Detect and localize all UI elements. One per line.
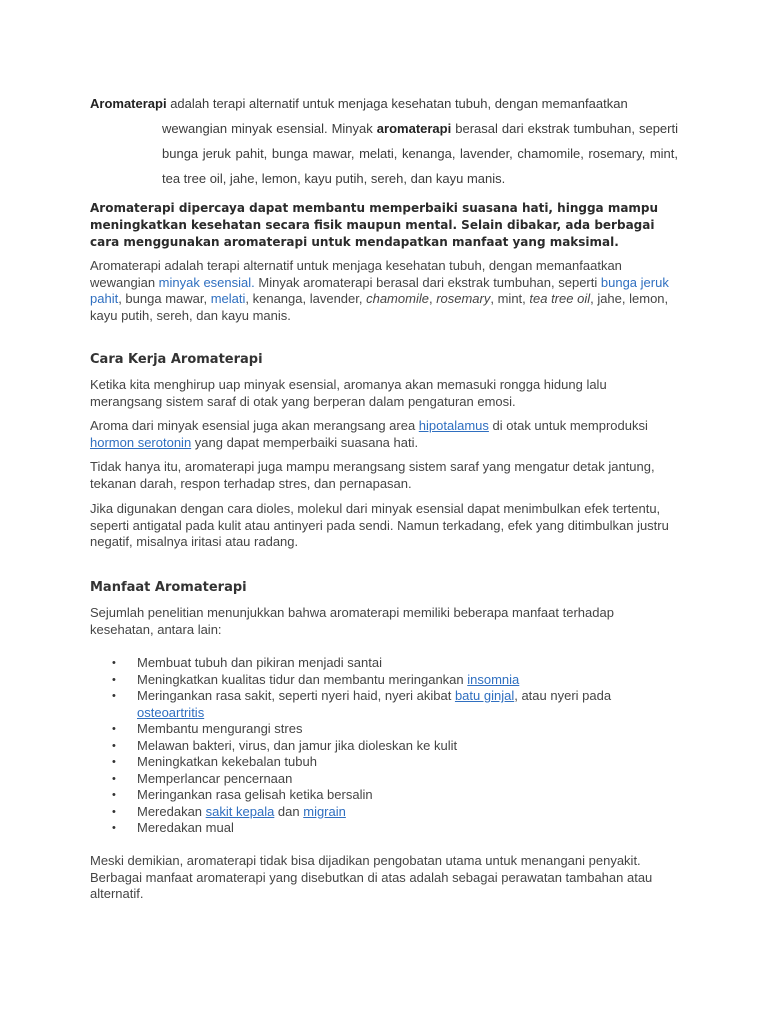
- definition-text: , kenanga, lavender,: [245, 291, 367, 306]
- bullet-icon: •: [112, 673, 116, 686]
- link-migrain[interactable]: migrain: [303, 803, 346, 819]
- bullet-icon: •: [112, 822, 116, 834]
- intro-continuation: [90, 116, 678, 191]
- italic-term: chamomile: [366, 291, 429, 306]
- list-item-text: Meredakan mual: [137, 820, 234, 835]
- bullet-icon: •: [112, 789, 116, 801]
- benefits-intro: Sejumlah penelitian menunjukkan bahwa aromaterapi memiliki beberapa manfaat terhadap kesehatan, antara lain:: [90, 605, 614, 637]
- list-item-text: Meredakan: [137, 803, 206, 819]
- list-item-text: Memperlancar pencernaan: [137, 770, 293, 786]
- paragraph-mechanism-1: Ketika kita menghirup uap minyak esensial, aromanya akan memasuki rongga hidung lalu merangsang sistem saraf di otak yang berperan dalam pengaturan emosi.: [90, 377, 607, 409]
- list-item: [90, 820, 680, 837]
- paragraph-mechanism-3: Tidak hanya itu, aromaterapi juga mampu merangsang sistem saraf yang mengatur detak jantung, tekanan darah, respon terhadap stres, dan pernapasan.: [90, 459, 655, 491]
- list-item: [90, 721, 680, 738]
- list-item-text: dan: [274, 803, 304, 819]
- intro-line-2-text-b: berasal dari ekstrak tumbuhan, seperti bunga jeruk pahit, bunga mawar, melati, kenanga, lavender, chamomile, rosemary, mint, tea tree oil, jahe, lemon, kayu putih, sereh, dan kayu manis.: [162, 121, 678, 186]
- bullet-icon: •: [112, 772, 116, 785]
- link-melati[interactable]: melati: [210, 291, 246, 306]
- definition-text: , mint,: [490, 291, 530, 306]
- link-minyak-esensial[interactable]: minyak esensial.: [158, 274, 255, 290]
- link-insomnia[interactable]: insomnia: [467, 671, 520, 687]
- link-bunga-jeruk-pahit[interactable]: bunga jeruk pahit: [90, 274, 669, 306]
- list-item-text: Membantu mengurangi stres: [137, 721, 303, 736]
- intro-bold-term: aromaterapi: [376, 121, 452, 136]
- list-item-text: Meringankan rasa sakit, seperti nyeri haid, nyeri akibat: [137, 688, 455, 703]
- paragraph-text: di otak untuk memproduksi: [488, 418, 648, 433]
- link-hormon-serotonin[interactable]: hormon serotonin: [90, 434, 192, 450]
- list-item-text: Meringankan rasa gelisah ketika bersalin: [137, 787, 373, 802]
- definition-text: , jahe, lemon, kayu putih, sereh, dan kayu manis.: [90, 291, 669, 323]
- intro-line-1: [90, 91, 678, 116]
- definition-text: Minyak aromaterapi berasal dari ekstrak tumbuhan, seperti: [254, 274, 601, 290]
- list-item: [90, 804, 680, 821]
- link-hipotalamus[interactable]: hipotalamus: [418, 418, 489, 433]
- intro-paragraph: [90, 91, 678, 191]
- definition-text: Aromaterapi adalah terapi alternatif untuk menjaga kesehatan tubuh, dengan memanfaatkan wewangian: [90, 258, 622, 290]
- paragraph-text: Aroma dari minyak esensial juga akan merangsang area: [90, 418, 419, 433]
- link-osteoartritis[interactable]: osteoartritis: [137, 704, 205, 720]
- list-item: [90, 754, 680, 771]
- heading-manfaat: Manfaat Aromaterapi: [90, 580, 247, 595]
- list-item: [90, 771, 680, 788]
- list-item: [90, 787, 680, 804]
- intro-term: Aromaterapi: [90, 96, 167, 111]
- list-item: [90, 672, 680, 689]
- list-item: [90, 688, 680, 721]
- definition-paragraph: [90, 258, 680, 324]
- definition-text: , bunga mawar,: [118, 291, 211, 306]
- intro-line-2-text-a: wewangian minyak esensial. Minyak: [162, 121, 377, 136]
- paragraph-mechanism-2: [90, 418, 680, 451]
- paragraph-text: yang dapat memperbaiki suasana hati.: [191, 434, 419, 450]
- intro-line-1-text: adalah terapi alternatif untuk menjaga kesehatan tubuh, dengan memanfaatkan: [166, 96, 628, 111]
- heading-cara-kerja: Cara Kerja Aromaterapi: [90, 352, 263, 367]
- lead-paragraph: Aromaterapi dipercaya dapat membantu memperbaiki suasana hati, hingga mampu meningkatkan kesehatan secara fisik maupun mental. Selain dibakar, ada berbagai cara menggunakan aromaterapi untuk mendapatkan manfaat yang maksimal.: [90, 201, 659, 249]
- bullet-icon: •: [112, 723, 116, 735]
- definition-text: ,: [428, 291, 437, 306]
- list-item-text: Meningkatkan kualitas tidur dan membantu meringankan: [137, 671, 468, 687]
- bullet-icon: •: [112, 657, 116, 669]
- list-item: [90, 655, 680, 672]
- bullet-icon: •: [112, 739, 116, 752]
- bullet-icon: •: [112, 756, 116, 768]
- bullet-icon: •: [112, 805, 116, 818]
- bullet-icon: •: [112, 690, 116, 702]
- closing-paragraph: Meski demikian, aromaterapi tidak bisa dijadikan pengobatan utama untuk menangani penyakit. Berbagai manfaat aromaterapi yang disebutkan di atas adalah sebagai perawatan tambahan atau alternatif.: [90, 853, 653, 901]
- italic-term: rosemary: [436, 291, 491, 306]
- list-item-text: Membuat tubuh dan pikiran menjadi santai: [137, 655, 382, 670]
- list-item: [90, 738, 680, 755]
- list-item-text: Meningkatkan kekebalan tubuh: [137, 754, 317, 769]
- benefits-list: [90, 655, 680, 837]
- paragraph-mechanism-4: Jika digunakan dengan cara dioles, molekul dari minyak esensial dapat menimbulkan efek tertentu, seperti antigatal pada kulit atau antinyeri pada sendi. Namun terkadang, efek yang ditimbulkan justru negatif, misalnya iritasi atau radang.: [90, 501, 669, 549]
- italic-term: tea tree oil: [529, 291, 591, 306]
- list-item-text: Melawan bakteri, virus, dan jamur jika dioleskan ke kulit: [137, 737, 458, 753]
- link-batu-ginjal[interactable]: batu ginjal: [454, 688, 515, 703]
- link-sakit-kepala[interactable]: sakit kepala: [205, 803, 275, 819]
- list-item-text: , atau nyeri pada: [514, 688, 612, 703]
